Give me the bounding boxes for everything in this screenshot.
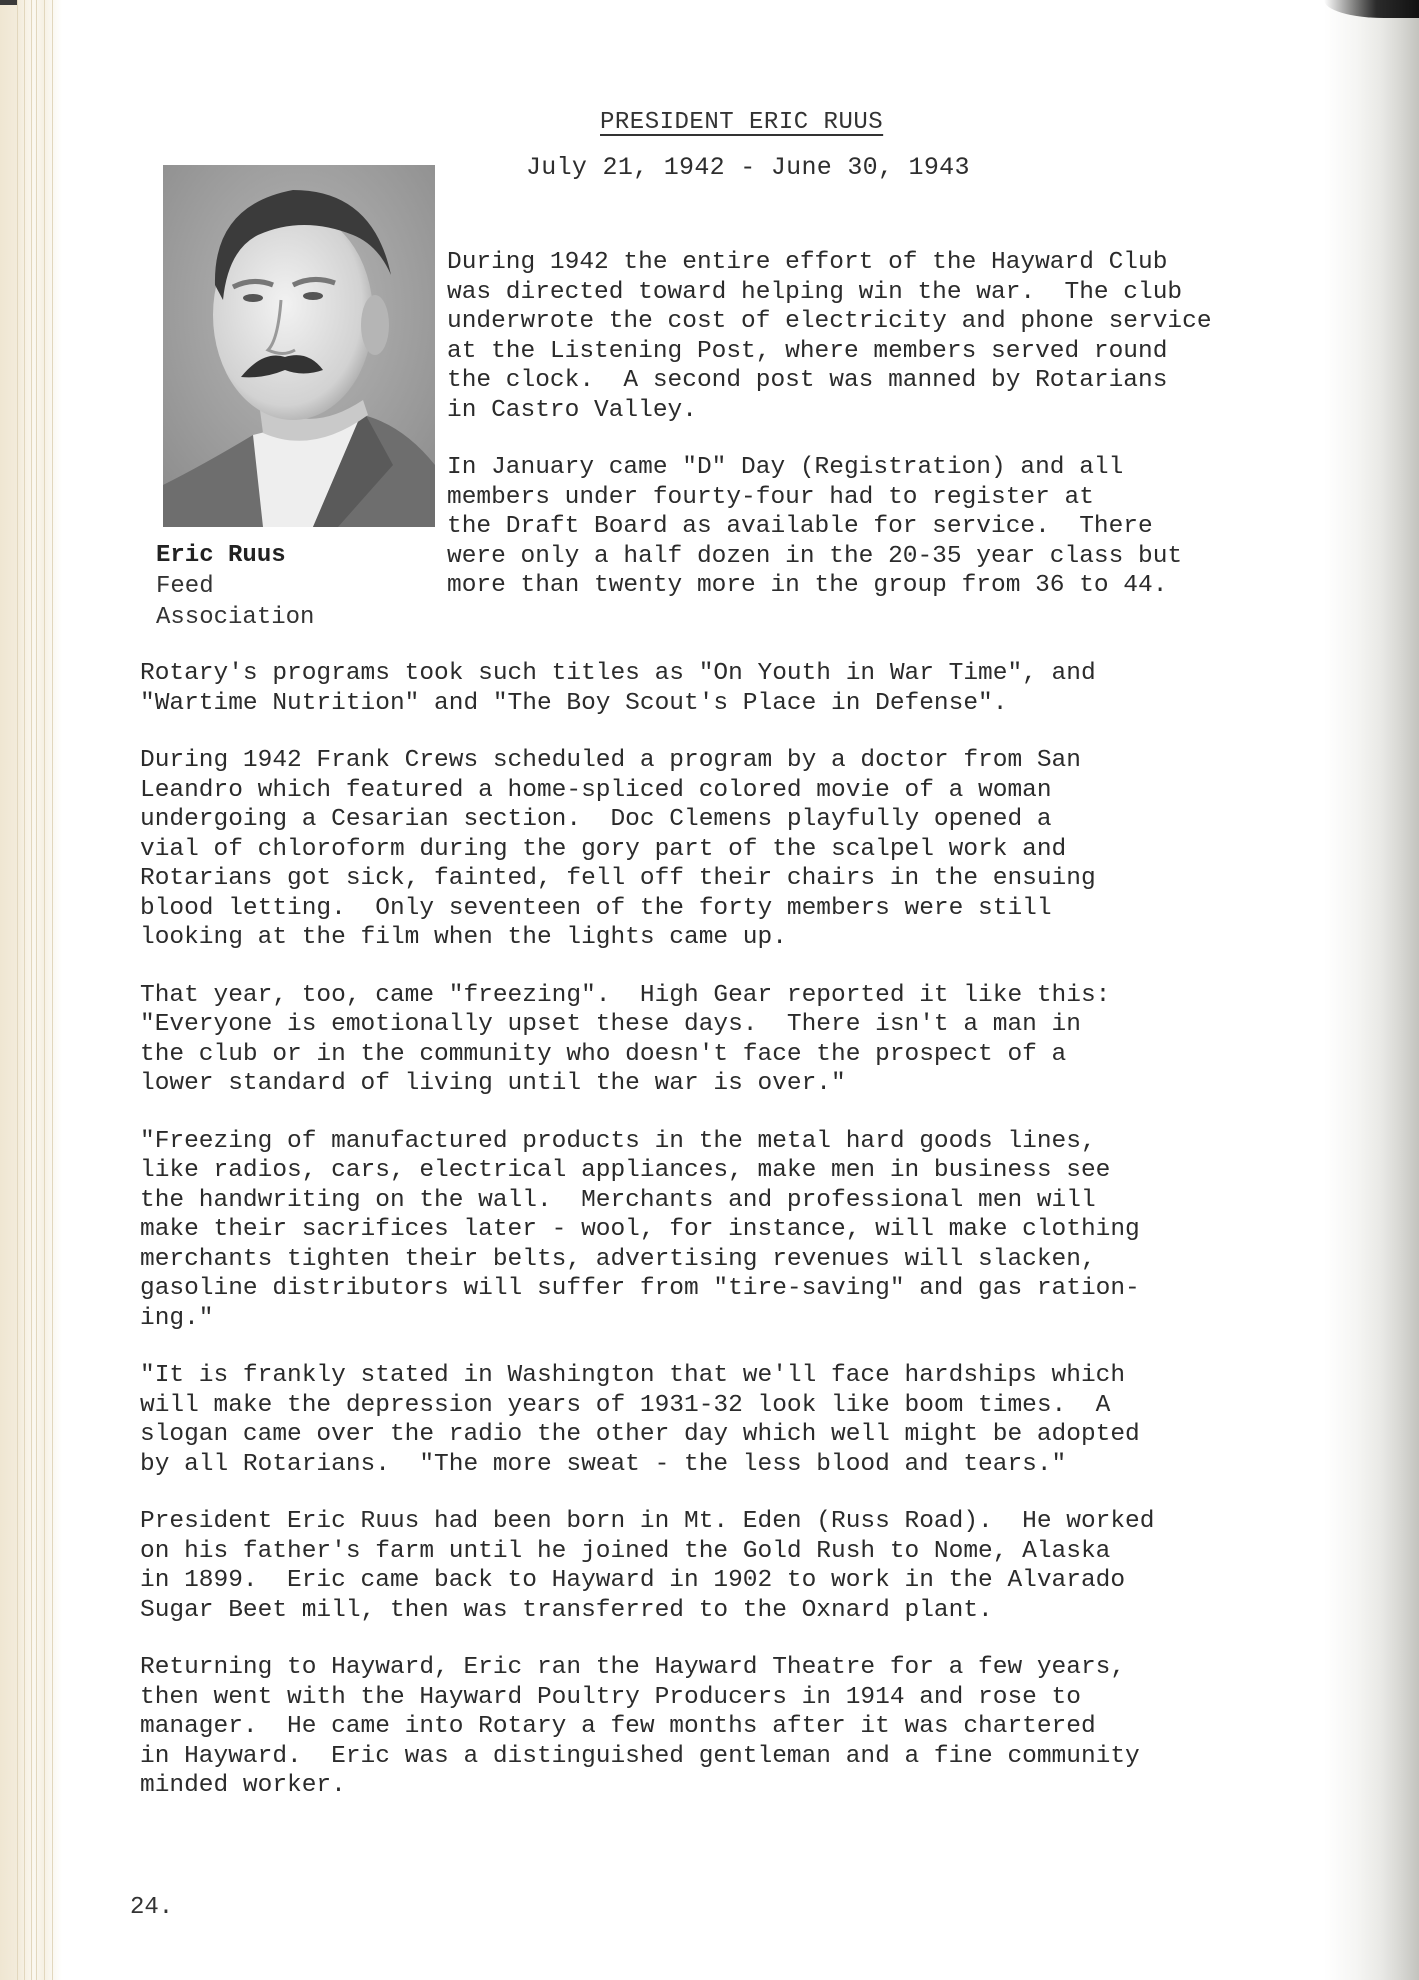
text-line: "Freezing of manufactured products in the metal hard goods lines,	[140, 1127, 1096, 1155]
text-line: lower standard of living until the war is over."	[140, 1070, 846, 1097]
text-line: During 1942 the entire effort of the Hayward Club	[447, 249, 1168, 276]
paragraph-movie	[140, 746, 1340, 953]
text-line: more than twenty more in the group from 36 to 44.	[447, 572, 1168, 599]
text-line: Rotary's programs took such titles as "On Youth in War Time", and	[140, 660, 1096, 687]
paragraph-registration	[447, 453, 1347, 601]
text-line: merchants tighten their belts, advertising revenues will slacken,	[140, 1245, 1096, 1273]
text-line: the handwriting on the wall. Merchants and professional men will	[140, 1186, 1096, 1214]
page-number: 24.	[130, 1894, 174, 1921]
text-line: gasoline distributors will suffer from "tire-saving" and gas ration-	[140, 1275, 1140, 1302]
text-line: the club or in the community who doesn't face the prospect of a	[140, 1040, 1067, 1068]
book-page-edges	[0, 0, 62, 1980]
text-line: at the Listening Post, where members served round	[447, 337, 1168, 365]
text-line: During 1942 Frank Crews scheduled a program by a doctor from San	[140, 747, 1081, 774]
text-line: in Castro Valley.	[447, 396, 697, 424]
text-line: will make the depression years of 1931-32 look like boom times. A	[140, 1391, 1111, 1419]
paragraph-programs	[140, 659, 1340, 718]
text-line: manager. He came into Rotary a few months after it was chartered	[140, 1713, 1096, 1740]
text-line: ing."	[140, 1304, 214, 1332]
text-line: underwrote the cost of electricity and phone service	[447, 308, 1212, 335]
caption-line-3: Association	[156, 604, 315, 631]
paragraph-freezing	[140, 981, 1340, 1099]
text-line: In January came "D" Day (Registration) and all	[447, 454, 1124, 481]
text-line: blood letting. Only seventeen of the forty members were still	[140, 894, 1052, 922]
photo-caption	[156, 540, 426, 633]
text-line: the clock. A second post was manned by Rotarians	[447, 367, 1168, 394]
text-line: was directed toward helping win the war. The club	[447, 278, 1183, 306]
term-dates: July 21, 1942 - June 30, 1943	[526, 153, 970, 182]
column-full-width	[140, 659, 1340, 1829]
caption-line-2: Feed	[156, 573, 214, 600]
text-line: in 1899. Eric came back to Hayward in 1902 to work in the Alvarado	[140, 1567, 1126, 1594]
paragraph-biography	[140, 1507, 1340, 1625]
page-curl-dark-edge	[1324, 0, 1419, 18]
paragraph-returning	[140, 1653, 1340, 1801]
text-line: undergoing a Cesarian section. Doc Clemens playfully opened a	[140, 806, 1052, 833]
text-line: minded worker.	[140, 1772, 346, 1799]
text-line: then went with the Hayward Poultry Producers in 1914 and rose to	[140, 1683, 1081, 1711]
paragraph-freezing-quote	[140, 1127, 1340, 1334]
text-line: the Draft Board as available for service. There	[447, 513, 1153, 540]
paragraph-washington	[140, 1361, 1340, 1479]
text-line: Leandro which featured a home-spliced colored movie of a woman	[140, 776, 1052, 804]
text-line: members under fourty-four had to register at	[447, 483, 1094, 511]
page-title: PRESIDENT ERIC RUUS	[600, 109, 884, 136]
paragraph-war-effort	[447, 248, 1347, 425]
text-line: make their sacrifices later - wool, for instance, will make clothing	[140, 1216, 1140, 1243]
book-spine-shadow	[0, 0, 18, 5]
text-line: President Eric Ruus had been born in Mt. Eden (Russ Road). He worked	[140, 1508, 1155, 1535]
caption-name: Eric Ruus	[156, 542, 286, 569]
text-line: looking at the film when the lights came up.	[140, 924, 787, 951]
portrait-image	[163, 165, 435, 527]
text-line: That year, too, came "freezing". High Gear reported it like this:	[140, 981, 1111, 1009]
text-line: "It is frankly stated in Washington that we'll face hardships which	[140, 1362, 1126, 1389]
text-line: like radios, cars, electrical appliances, make men in business see	[140, 1157, 1111, 1184]
text-line: slogan came over the radio the other day which well might be adopted	[140, 1421, 1140, 1448]
portrait-photo	[163, 165, 435, 527]
text-line: by all Rotarians. "The more sweat - the less blood and tears."	[140, 1450, 1067, 1478]
text-line: "Everyone is emotionally upset these days. There isn't a man in	[140, 1011, 1081, 1038]
text-line: Sugar Beet mill, then was transferred to the Oxnard plant.	[140, 1596, 993, 1624]
text-line: vial of chloroform during the gory part of the scalpel work and	[140, 835, 1067, 863]
column-beside-portrait	[447, 248, 1347, 629]
text-line: Rotarians got sick, fainted, fell off their chairs in the ensuing	[140, 865, 1096, 892]
text-line: Returning to Hayward, Eric ran the Hayward Theatre for a few years,	[140, 1654, 1126, 1681]
text-line: in Hayward. Eric was a distinguished gentleman and a fine community	[140, 1742, 1140, 1770]
text-line: "Wartime Nutrition" and "The Boy Scout's Place in Defense".	[140, 689, 1008, 717]
text-line: on his father's farm until he joined the Gold Rush to Nome, Alaska	[140, 1537, 1111, 1565]
text-line: were only a half dozen in the 20-35 year class but	[447, 542, 1183, 570]
